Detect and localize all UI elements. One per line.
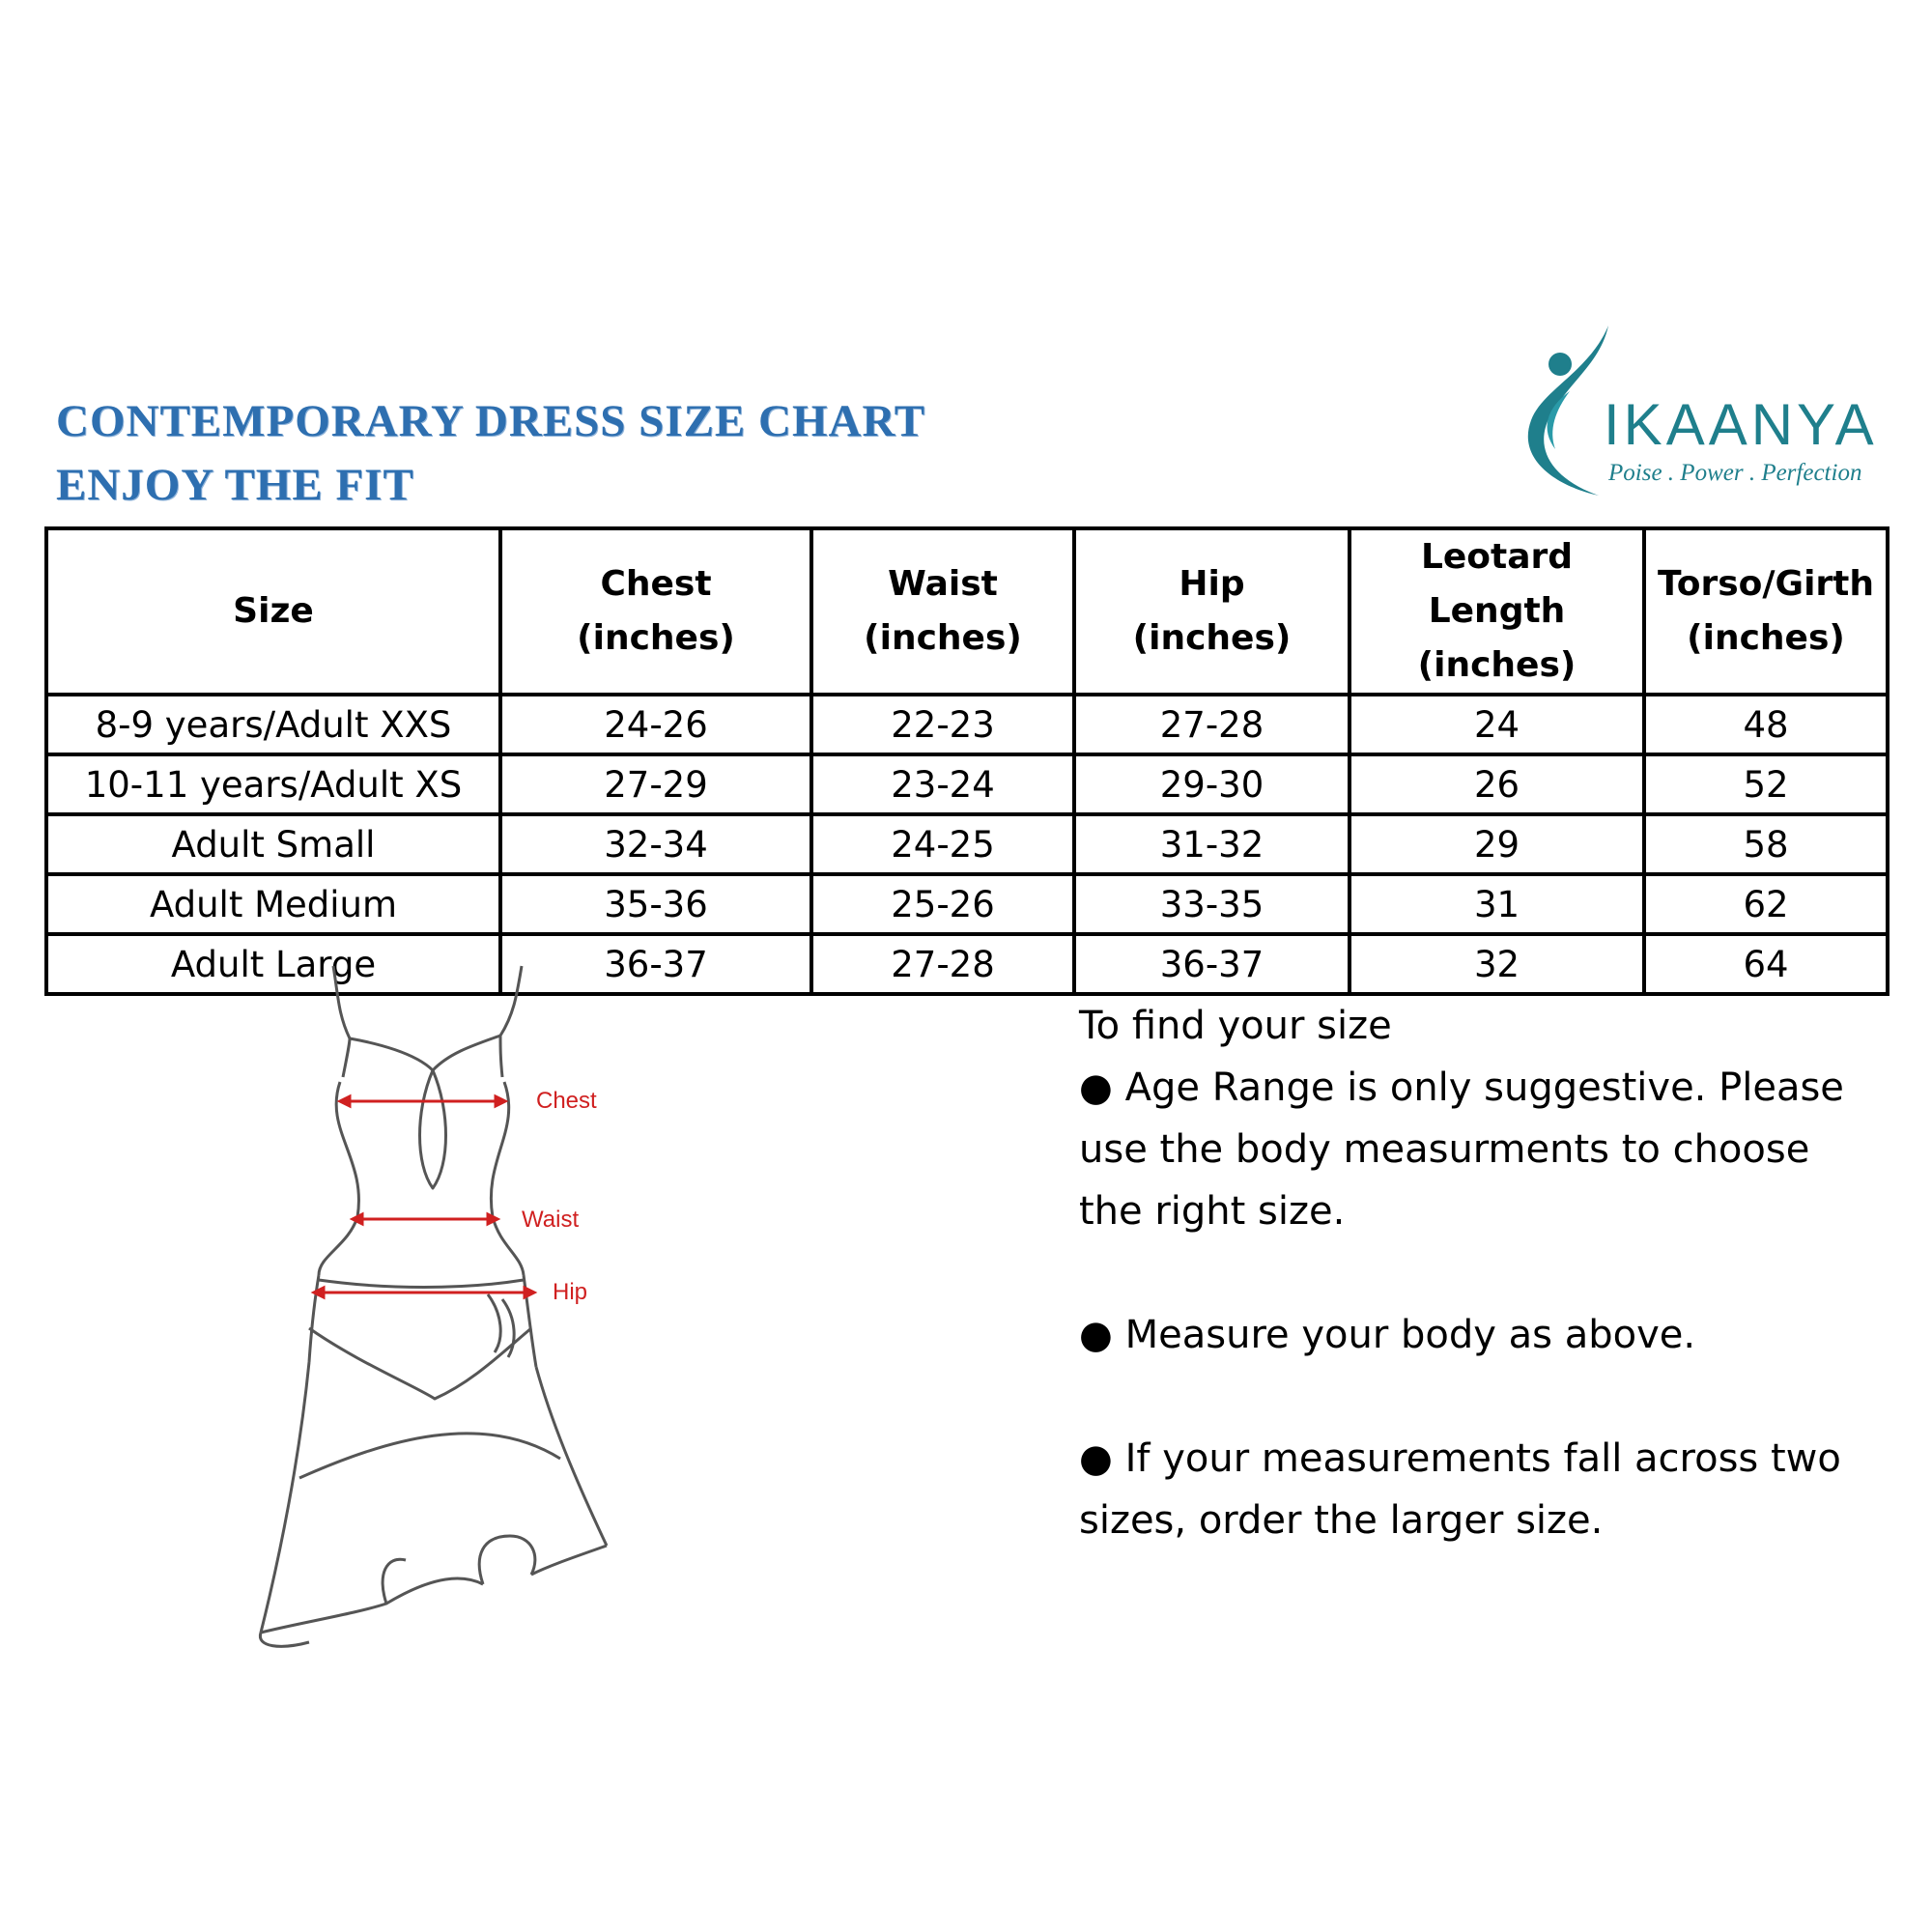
- table-row: [46, 874, 1888, 934]
- instruction-bullet-3-line-1: ● If your measurements fall across two: [1079, 1436, 1841, 1481]
- brand-tagline: Poise . Power . Perfection: [1608, 460, 1862, 486]
- dress-measurement-diagram: [242, 956, 638, 1652]
- cell-hip: 36-37: [1074, 934, 1350, 994]
- header-size: Size: [46, 528, 500, 695]
- title-line-2: ENJOY THE FIT: [56, 460, 414, 510]
- cell-leotard-length: 31: [1350, 874, 1644, 934]
- cell-size: Adult Large: [46, 934, 500, 994]
- cell-torso-girth: 58: [1644, 814, 1888, 874]
- cell-size: 8-9 years/Adult XXS: [46, 695, 500, 754]
- cell-hip: 33-35: [1074, 874, 1350, 934]
- cell-chest: 32-34: [500, 814, 811, 874]
- cell-torso-girth: 48: [1644, 695, 1888, 754]
- cell-size: Adult Medium: [46, 874, 500, 934]
- cell-leotard-length: 29: [1350, 814, 1644, 874]
- instruction-bullet-1-line-3: the right size.: [1079, 1189, 1346, 1234]
- cell-waist: 27-28: [811, 934, 1074, 994]
- cell-hip: 29-30: [1074, 754, 1350, 814]
- table-header-row: [46, 528, 1888, 695]
- chest-label: Chest: [536, 1088, 597, 1114]
- cell-torso-girth: 62: [1644, 874, 1888, 934]
- table-row: [46, 814, 1888, 874]
- instruction-bullet-2: ● Measure your body as above.: [1079, 1313, 1696, 1357]
- cell-waist: 23-24: [811, 754, 1074, 814]
- cell-hip: 31-32: [1074, 814, 1350, 874]
- cell-waist: 25-26: [811, 874, 1074, 934]
- cell-leotard-length: 24: [1350, 695, 1644, 754]
- instructions-heading: To find your size: [1079, 1004, 1392, 1048]
- table-row: [46, 695, 1888, 754]
- size-instructions: [1079, 995, 1890, 1551]
- table-row: [46, 754, 1888, 814]
- cell-waist: 22-23: [811, 695, 1074, 754]
- hip-label: Hip: [553, 1279, 588, 1305]
- instruction-bullet-1-line-1: ● Age Range is only suggestive. Please: [1079, 1065, 1844, 1110]
- cell-chest: 35-36: [500, 874, 811, 934]
- header-waist: Waist (inches): [811, 528, 1074, 695]
- cell-waist: 24-25: [811, 814, 1074, 874]
- cell-size: Adult Small: [46, 814, 500, 874]
- instruction-bullet-1-line-2: use the body measurments to choose: [1079, 1127, 1810, 1172]
- cell-hip: 27-28: [1074, 695, 1350, 754]
- cell-chest: 24-26: [500, 695, 811, 754]
- instruction-bullet-3-line-2: sizes, order the larger size.: [1079, 1498, 1604, 1543]
- brand-logo: [1512, 324, 1884, 502]
- header-chest: Chest (inches): [500, 528, 811, 695]
- cell-chest: 27-29: [500, 754, 811, 814]
- header-hip: Hip (inches): [1074, 528, 1350, 695]
- cell-chest: 36-37: [500, 934, 811, 994]
- header-torso-girth: Torso/Girth (inches): [1644, 528, 1888, 695]
- cell-leotard-length: 32: [1350, 934, 1644, 994]
- cell-leotard-length: 26: [1350, 754, 1644, 814]
- brand-name: IKAANYA: [1604, 392, 1878, 457]
- size-chart-table: [44, 526, 1889, 996]
- title-line-1: CONTEMPORARY DRESS SIZE CHART: [56, 396, 926, 446]
- waist-label: Waist: [522, 1207, 580, 1233]
- cell-torso-girth: 52: [1644, 754, 1888, 814]
- header-leotard-length: Leotard Length (inches): [1350, 528, 1644, 695]
- page-title: [56, 389, 925, 517]
- cell-torso-girth: 64: [1644, 934, 1888, 994]
- cell-size: 10-11 years/Adult XS: [46, 754, 500, 814]
